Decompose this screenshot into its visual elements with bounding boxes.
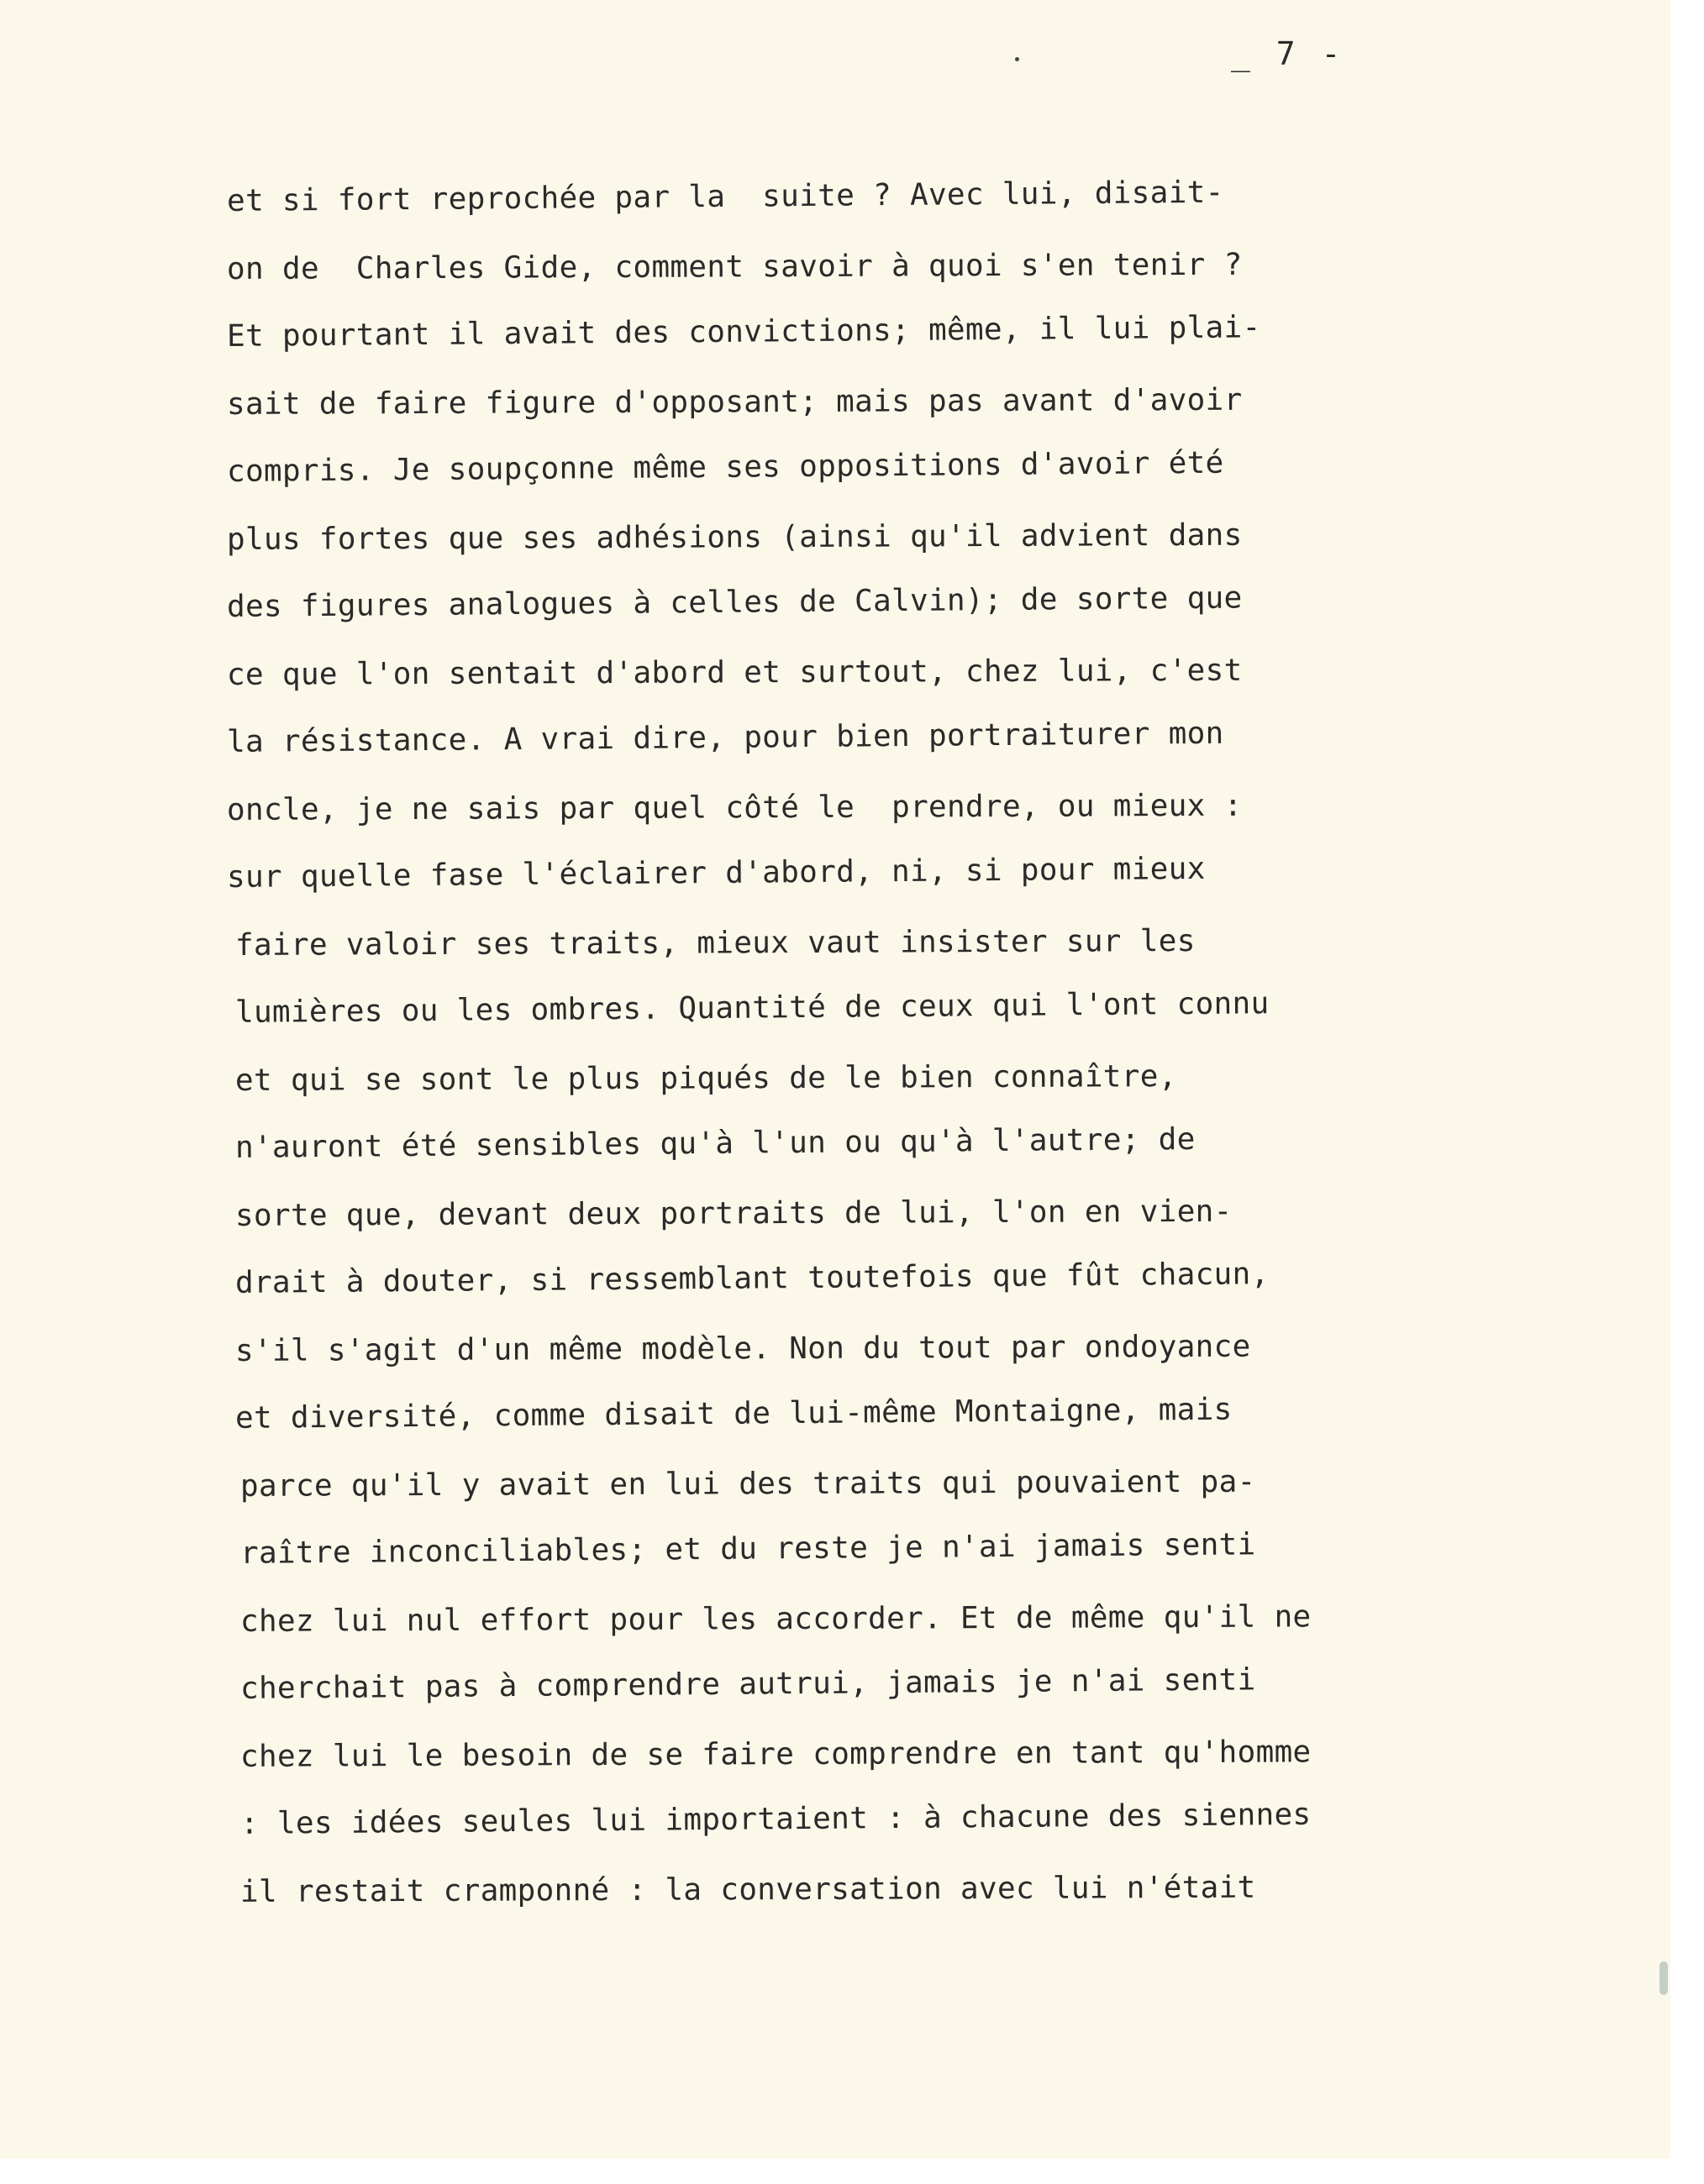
- text-line: n'auront été sensibles qu'à l'un ou qu'à l'autre; de: [234, 1121, 1196, 1165]
- text-line: sorte que, devant deux portraits de lui, l'on en vien-: [234, 1194, 1233, 1233]
- page-number: _ 7 -: [1231, 35, 1344, 72]
- text-line: compris. Je soupçonne même ses oppositions d'avoir été: [226, 445, 1224, 489]
- text-line: chez lui nul effort pour les accorder. Et de même qu'il ne: [239, 1599, 1312, 1639]
- text-line: parce qu'il y avait en lui des traits qui pouvaient pa-: [239, 1464, 1256, 1504]
- text-line: ce que l'on sentait d'abord et surtout, chez lui, c'est: [226, 653, 1243, 692]
- text-line: Et pourtant il avait des convictions; même, il lui plai-: [226, 310, 1261, 354]
- text-line: et diversité, comme disait de lui-même Montaigne, mais: [234, 1392, 1233, 1436]
- text-line: et qui se sont le plus piqués de le bien connaître,: [234, 1058, 1177, 1098]
- body-text: [227, 168, 1445, 1926]
- text-line: la résistance. A vrai dire, pour bien portraiturer mon: [226, 716, 1224, 759]
- text-line: raître inconciliables; et du reste je n'ai jamais senti: [239, 1527, 1256, 1571]
- text-line: chez lui le besoin de se faire comprendre en tant qu'homme: [239, 1734, 1312, 1774]
- text-line: oncle, je ne sais par quel côté le prendre, ou mieux :: [226, 788, 1243, 827]
- text-line: lumières ou les ombres. Quantité de ceux qui l'ont connu: [234, 986, 1270, 1030]
- text-line: des figures analogues à celles de Calvin); de sorte que: [226, 580, 1243, 624]
- text-line: : les idées seules lui importaient : à chacune des siennes: [239, 1797, 1312, 1841]
- text-line: plus fortes que ses adhésions (ainsi qu'il advient dans: [226, 517, 1243, 557]
- text-line: faire valoir ses traits, mieux vaut insister sur les: [234, 923, 1196, 963]
- text-line: sait de faire figure d'opposant; mais pas avant d'avoir: [226, 382, 1243, 422]
- paper-edge-mark: [1659, 1961, 1668, 1995]
- text-line: sur quelle fase l'éclairer d'abord, ni, si pour mieux: [226, 851, 1206, 895]
- ink-speck: [1015, 57, 1019, 61]
- text-line: cherchait pas à comprendre autrui, jamais je n'ai senti: [239, 1662, 1256, 1706]
- text-line: il restait cramponné : la conversation avec lui n'était: [239, 1870, 1256, 1909]
- text-line: drait à douter, si ressemblant toutefois que fût chacun,: [234, 1257, 1270, 1300]
- text-line: on de Charles Gide, comment savoir à quoi s'en tenir ?: [226, 247, 1243, 286]
- text-line: s'il s'agit d'un même modèle. Non du tout par ondoyance: [234, 1329, 1251, 1368]
- text-line: et si fort reprochée par la suite ? Avec lui, disait-: [226, 175, 1224, 218]
